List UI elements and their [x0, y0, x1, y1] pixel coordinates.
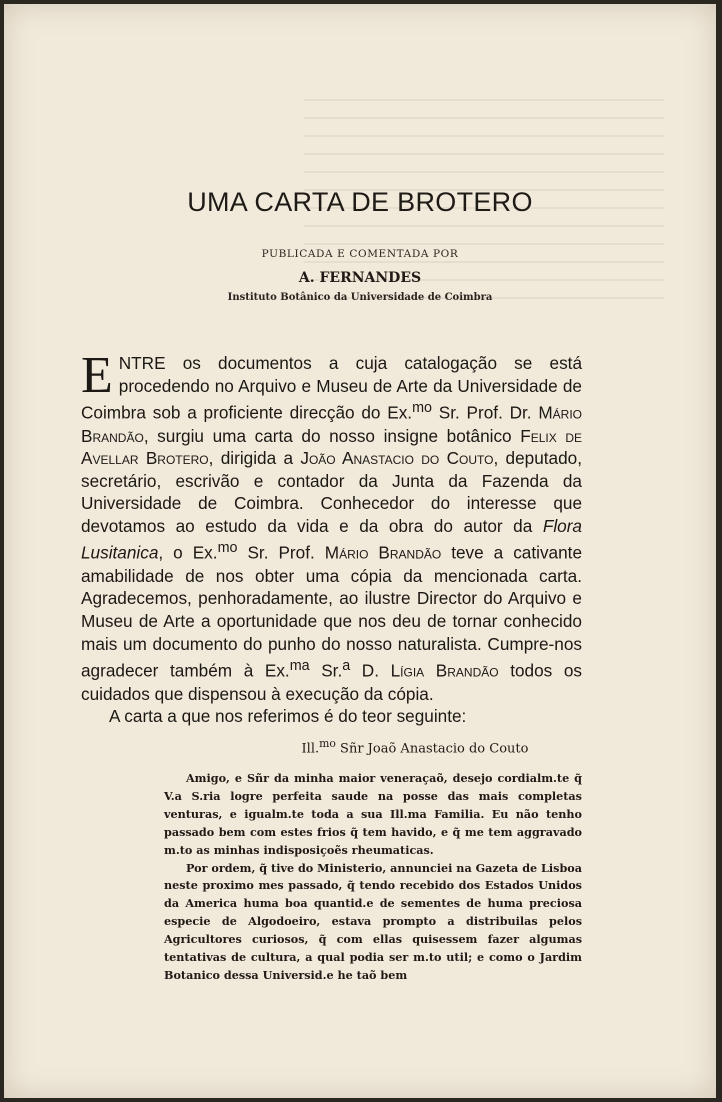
person-name: Mário Brandão: [324, 543, 442, 564]
letter-transcription: [164, 770, 582, 985]
person-name: Felix de Avellar Brotero: [81, 425, 582, 469]
book-title: Flora Lusitanica: [81, 515, 582, 564]
article-title: UMA CARTA DE BROTERO: [187, 187, 533, 217]
person-name: João Anastacio do Couto: [300, 448, 494, 469]
intro-paragraph-2: A carta a que nos referimos é do teor seguinte:: [109, 706, 467, 727]
drop-cap: E: [81, 347, 113, 404]
author-institution: Instituto Botânico da Universidade de Coimbra: [227, 292, 493, 303]
letter-paragraph-2: Por ordem, q̃ tive do Ministerio, annunciei na Gazeta de Lisboa neste proximo mes passado, q̃ tendo recebido dos Estados Unidos da America huma boa quantid.e de sementes de huma preciosa especie de Algodoeiro, estava prompto a distribuilas pelos Agricultores curiosos, q̃ com ellas quisessem fazer algumas tentativas de cultura, a qual podia ser m.to util; e como o Jardim Botanico dessa Universid.e he taõ bem: [164, 860, 582, 982]
author-name: A. FERNANDES: [298, 270, 422, 286]
byline: PUBLICADA E COMENTADA POR: [261, 248, 459, 260]
show-through-text: [304, 99, 664, 359]
letter-salutation: Ill.$^{mo}$ Sñr Joaõ Anastacio do Couto: [301, 737, 529, 757]
intro-paragraph: ENTRE os documentos a cuja catalogação se está procedendo no Arquivo e Museu de Arte da Universidade de Coimbra sob a proficiente direcção do Ex.$^{mo}$ Sr. Prof. Dr. Mário Brandão, surgiu uma carta do nosso insigne botânico Felix de Avellar Brotero, dirigida a João Anastacio do Couto, deputado, secretário, escrivão e contador da Junta da Fazenda da Universidade de Coimbra. Conhecedor do interesse que devotamos ao estudo da vida e da obra do autor da Flora Lusitanica, o Ex.$^{mo}$ Sr. Prof. Mário Brandão teve a cativante amabilidade de nos obter uma cópia da mencionada carta. Agradecemos, penhoradamente, ao ilustre Director do Arquivo e Museu de Arte a oportunidade que nos deu de tornar conhecido mais um documento do punho do nosso naturalista. Cumpre-nos agradecer também à Ex.$^{ma}$ Sr.$^a$ D. Lígia Brandão todos os cuidados que dispensou à execução da cópia.: [81, 347, 583, 704]
person-name: Mário Brandão: [81, 402, 583, 446]
letter-paragraph-1: Amigo, e Sñr da minha maior veneraçaõ, desejo cordialm.te q̃ V.a S.ria logre perfeita saude na posse das mais completas venturas, e igualm.te toda a sua Ill.ma Familia. Eu não tenho passado bem com estes frios q̃ tem havido, e q̃ me tem aggravado m.to as minhas indisposiçoẽs rheumaticas.: [164, 771, 582, 857]
article-body: [81, 347, 583, 728]
scanned-page: [4, 4, 716, 1098]
person-name: Lígia Brandão: [390, 660, 499, 681]
